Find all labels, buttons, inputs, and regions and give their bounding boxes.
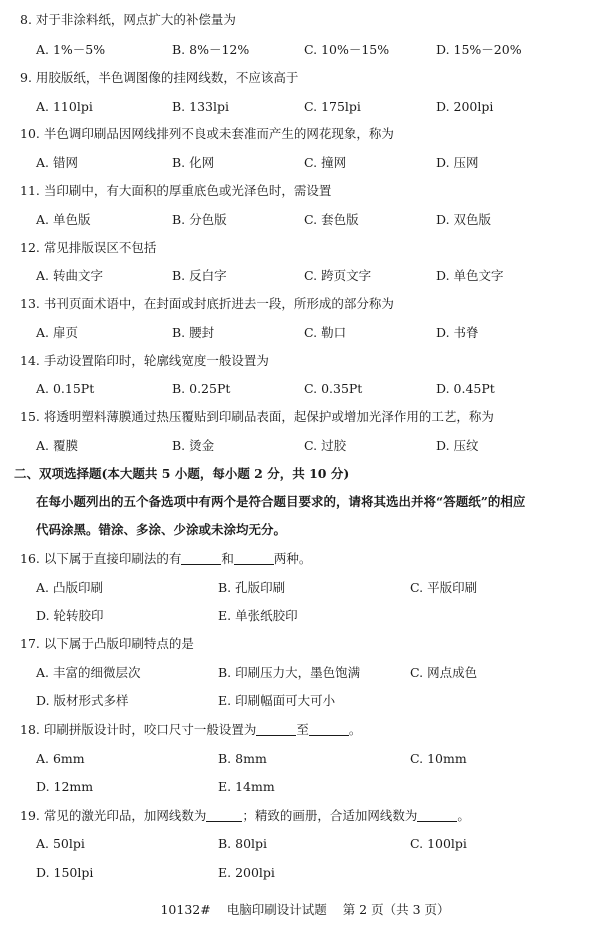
answer-blank	[417, 809, 457, 822]
question-16-stem-start: 16. 以下属于直接印刷法的有	[20, 551, 182, 566]
question-14-option-c: C. 0.35Pt	[304, 381, 363, 396]
question-16-stem	[20, 551, 311, 567]
question-13-stem: 13. 书刊页面术语中，在封面或封底折进去一段，所形成的部分称为	[20, 296, 394, 311]
question-19-option-b: B. 80lpi	[218, 836, 268, 851]
question-15-stem: 15. 将透明塑料薄膜通过热压覆贴到印刷品表面，起保护或增加光泽作用的工艺，称为	[20, 409, 494, 424]
question-19-stem-end: 。	[457, 808, 470, 823]
question-17-option-c: C. 网点成色	[410, 665, 478, 680]
question-12-option-b: B. 反白字	[172, 268, 227, 283]
question-8-option-b: B. 8%－12%	[172, 42, 250, 57]
question-18-option-e: E. 14mm	[218, 779, 275, 794]
question-15-option-c: C. 过胶	[304, 438, 347, 453]
question-18-stem-start: 18. 印刷拼版设计时，咬口尺寸一般设置为	[20, 722, 257, 737]
question-17-option-e: E. 印刷幅面可大可小	[218, 693, 336, 708]
question-12-option-a: A. 转曲文字	[36, 268, 103, 283]
question-16-option-c: C. 平版印刷	[410, 580, 478, 595]
question-11-stem: 11. 当印刷中，有大面积的厚重底色或光泽色时，需设置	[20, 183, 332, 198]
question-8-option-c: C. 10%－15%	[304, 42, 390, 57]
question-10-option-d: D. 压网	[436, 155, 479, 170]
question-13-option-c: C. 勒口	[304, 325, 347, 340]
question-17-stem: 17. 以下属于凸版印刷特点的是	[20, 636, 194, 651]
question-11-option-a: A. 单色版	[36, 212, 91, 227]
question-18-option-d: D. 12mm	[36, 779, 94, 794]
question-8-option-a: A. 1%－5%	[36, 42, 106, 57]
question-9-stem: 9. 用胶版纸，半色调图像的挂网线数，不应该高于	[20, 70, 299, 85]
question-13-option-b: B. 腰封	[172, 325, 215, 340]
question-10-option-c: C. 撞网	[304, 155, 347, 170]
question-18-stem-end: 。	[348, 722, 362, 737]
question-19-stem	[20, 808, 470, 824]
question-19-stem-start: 19. 常见的激光印品，加网线数为	[20, 808, 207, 823]
page-number: 第 2 页（共 3 页）	[342, 902, 450, 917]
answer-blank	[256, 723, 296, 736]
question-14-stem: 14. 手动设置陷印时，轮廓线宽度一般设置为	[20, 353, 269, 368]
question-16-option-a: A. 凸版印刷	[36, 580, 103, 595]
question-19-option-a: A. 50lpi	[36, 836, 85, 851]
question-8-option-d: D. 15%－20%	[436, 42, 522, 57]
question-18-option-a: A. 6mm	[36, 751, 85, 766]
question-19-option-e: E. 200lpi	[218, 865, 275, 880]
question-11-option-b: B. 分色版	[172, 212, 227, 227]
question-17-option-a: A. 丰富的细微层次	[36, 665, 141, 680]
question-12-option-c: C. 跨页文字	[304, 268, 372, 283]
question-16-option-e: E. 单张纸胶印	[218, 608, 298, 623]
question-14-option-b: B. 0.25Pt	[172, 381, 231, 396]
question-19-option-c: C. 100lpi	[410, 836, 467, 851]
question-16-stem-end: 两种。	[273, 551, 312, 566]
question-10-option-b: B. 化网	[172, 155, 215, 170]
answer-blank	[206, 809, 242, 822]
answer-blank	[181, 552, 221, 565]
question-16-stem-mid: 和	[221, 551, 234, 566]
question-11-option-d: D. 双色版	[436, 212, 492, 227]
question-15-option-a: A. 覆膜	[36, 438, 78, 453]
question-9-option-d: D. 200lpi	[436, 99, 494, 114]
question-17-option-b: B. 印刷压力大，墨色饱满	[218, 665, 361, 680]
question-16-option-b: B. 孔版印刷	[218, 580, 286, 595]
question-17-option-d: D. 版材形式多样	[36, 693, 129, 708]
section-2-instructions-line-1: 在每小题列出的五个备选项中有两个是符合题目要求的，请将其选出并将“答题纸”的相应	[36, 494, 526, 509]
question-18-option-b: B. 8mm	[218, 751, 267, 766]
question-18-option-c: C. 10mm	[410, 751, 467, 766]
question-15-option-b: B. 烫金	[172, 438, 215, 453]
question-14-option-a: A. 0.15Pt	[36, 381, 95, 396]
question-13-option-d: D. 书脊	[436, 325, 479, 340]
question-10-option-a: A. 错网	[36, 155, 78, 170]
question-11-option-c: C. 套色版	[304, 212, 359, 227]
page-footer	[0, 902, 610, 918]
question-9-option-c: C. 175lpi	[304, 99, 361, 114]
answer-blank	[309, 723, 349, 736]
exam-title: 电脑印刷设计试题	[226, 902, 327, 917]
section-2-heading: 二、双项选择题(本大题共 5 小题，每小题 2 分，共 10 分)	[14, 466, 350, 481]
question-13-option-a: A. 扉页	[36, 325, 78, 340]
question-12-option-d: D. 单色文字	[436, 268, 504, 283]
question-19-option-d: D. 150lpi	[36, 865, 94, 880]
question-14-option-d: D. 0.45Pt	[436, 381, 495, 396]
section-2-instructions-line-2: 代码涂黑。错涂、多涂、少涂或未涂均无分。	[36, 522, 287, 537]
exam-code: 10132#	[160, 902, 211, 917]
question-16-option-d: D. 轮转胶印	[36, 608, 104, 623]
question-18-stem-mid: 至	[296, 722, 309, 737]
question-15-option-d: D. 压纹	[436, 438, 479, 453]
question-18-stem	[20, 722, 361, 738]
question-10-stem: 10. 半色调印刷品因网线排列不良或未套准而产生的网花现象，称为	[20, 126, 394, 141]
question-8-stem: 8. 对于非涂料纸，网点扩大的补偿量为	[20, 12, 236, 27]
answer-blank	[234, 552, 274, 565]
question-9-option-a: A. 110lpi	[36, 99, 93, 114]
question-12-stem: 12. 常见排版误区不包括	[20, 240, 157, 255]
question-19-stem-mid: ；精致的画册，合适加网线数为	[242, 808, 418, 823]
question-9-option-b: B. 133lpi	[172, 99, 229, 114]
